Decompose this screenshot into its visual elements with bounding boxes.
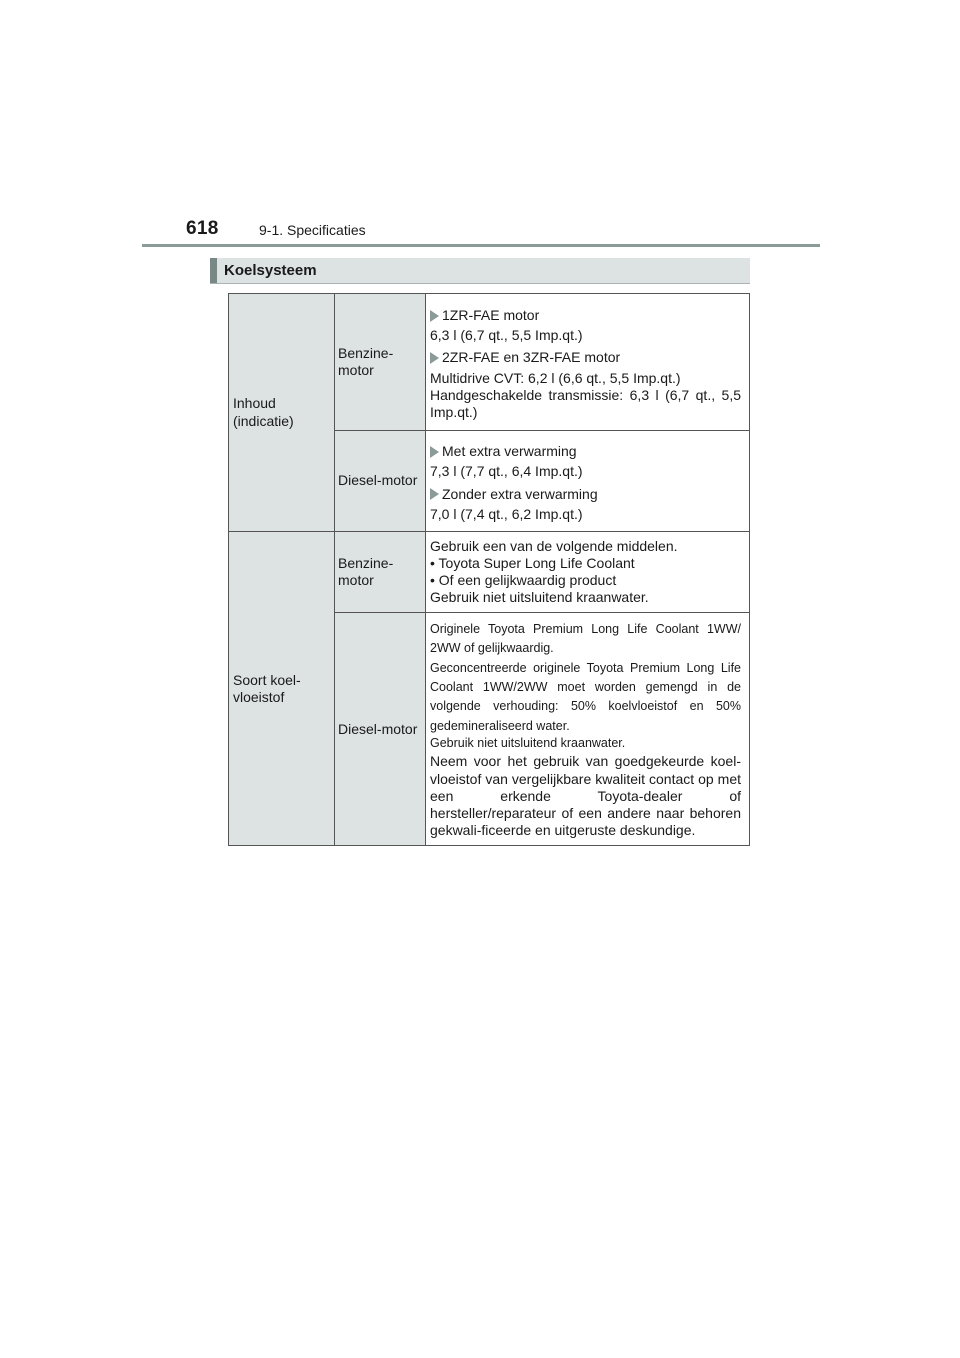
cooling-spec-table — [228, 293, 750, 846]
engine-label-diesel: Diesel-motor — [335, 613, 426, 846]
list-item — [430, 307, 741, 324]
capacity-value: 7,0 l (7,4 qt., 6,2 Imp.qt.) — [430, 505, 583, 522]
table-row — [229, 294, 750, 431]
engine-label-diesel: Diesel-motor — [335, 431, 426, 532]
table-row — [229, 532, 750, 613]
capacity-value: 6,3 l (6,7 qt., 5,5 Imp.qt.) — [430, 327, 583, 344]
engine-label-benzine: Benzine-motor — [335, 532, 426, 613]
inhoud-diesel-cell — [426, 431, 750, 532]
soort-benzine-cell — [426, 532, 750, 613]
item-title: Met extra verwarming — [442, 443, 577, 460]
coolant-text: Gebruik niet uitsluitend kraanwater. — [430, 736, 626, 751]
coolant-text: Originele Toyota Premium Long Life Coolant 1WW/ 2WW of gelijkwaardig. — [430, 621, 741, 656]
soort-diesel-cell — [426, 613, 750, 846]
triangle-bullet-icon — [430, 352, 439, 364]
item-title: 1ZR-FAE motor — [442, 307, 540, 324]
banner-accent-bar — [210, 258, 217, 283]
coolant-text: Geconcentreerde originele Toyota Premium Long Life Coolant 1WW/2WW moet worden gemengd in de volgende verhouding: 50% koelvloeistof en 50% gedemineraliseerd water. — [430, 660, 741, 733]
page-number: 618 — [186, 218, 219, 239]
capacity-value: Handgeschakelde transmissie: 6,3 l (6,7 qt., 5,5 Imp.qt.) — [430, 386, 741, 420]
triangle-bullet-icon — [430, 488, 439, 500]
section-banner — [210, 258, 750, 284]
list-item — [430, 486, 741, 503]
coolant-text: Gebruik niet uitsluitend kraanwater. — [430, 589, 649, 606]
capacity-value: 7,3 l (7,7 qt., 6,4 Imp.qt.) — [430, 463, 583, 480]
list-item — [430, 443, 741, 460]
capacity-value: Multidrive CVT: 6,2 l (6,6 qt., 5,5 Imp.qt.) — [430, 369, 681, 386]
coolant-text: • Of een gelijkwaardig product — [430, 572, 617, 589]
item-title: Zonder extra verwarming — [442, 485, 598, 502]
engine-label-benzine: Benzine-motor — [335, 294, 426, 431]
header-rule — [142, 244, 820, 247]
list-item — [430, 349, 741, 366]
item-title: 2ZR-FAE en 3ZR-FAE motor — [442, 349, 621, 366]
section-heading: Koelsysteem — [224, 262, 317, 279]
coolant-text: Gebruik een van de volgende middelen. — [430, 538, 678, 554]
inhoud-benzine-cell — [426, 294, 750, 431]
triangle-bullet-icon — [430, 446, 439, 458]
coolant-text: • Toyota Super Long Life Coolant — [430, 555, 635, 572]
row-header-inhoud: Inhoud (indicatie) — [229, 294, 335, 532]
running-header-section: 9-1. Specificaties — [259, 222, 366, 238]
row-header-soort: Soort koel-vloeistof — [229, 532, 335, 846]
triangle-bullet-icon — [430, 310, 439, 322]
coolant-note: Neem voor het gebruik van goedgekeurde koel-vloeistof van vergelijkbare kwaliteit contact op met een erkende Toyota-dealer of hersteller/reparateur of een andere naar behoren gekwali-ficeerde en uitgeruste deskundige. — [430, 753, 741, 838]
